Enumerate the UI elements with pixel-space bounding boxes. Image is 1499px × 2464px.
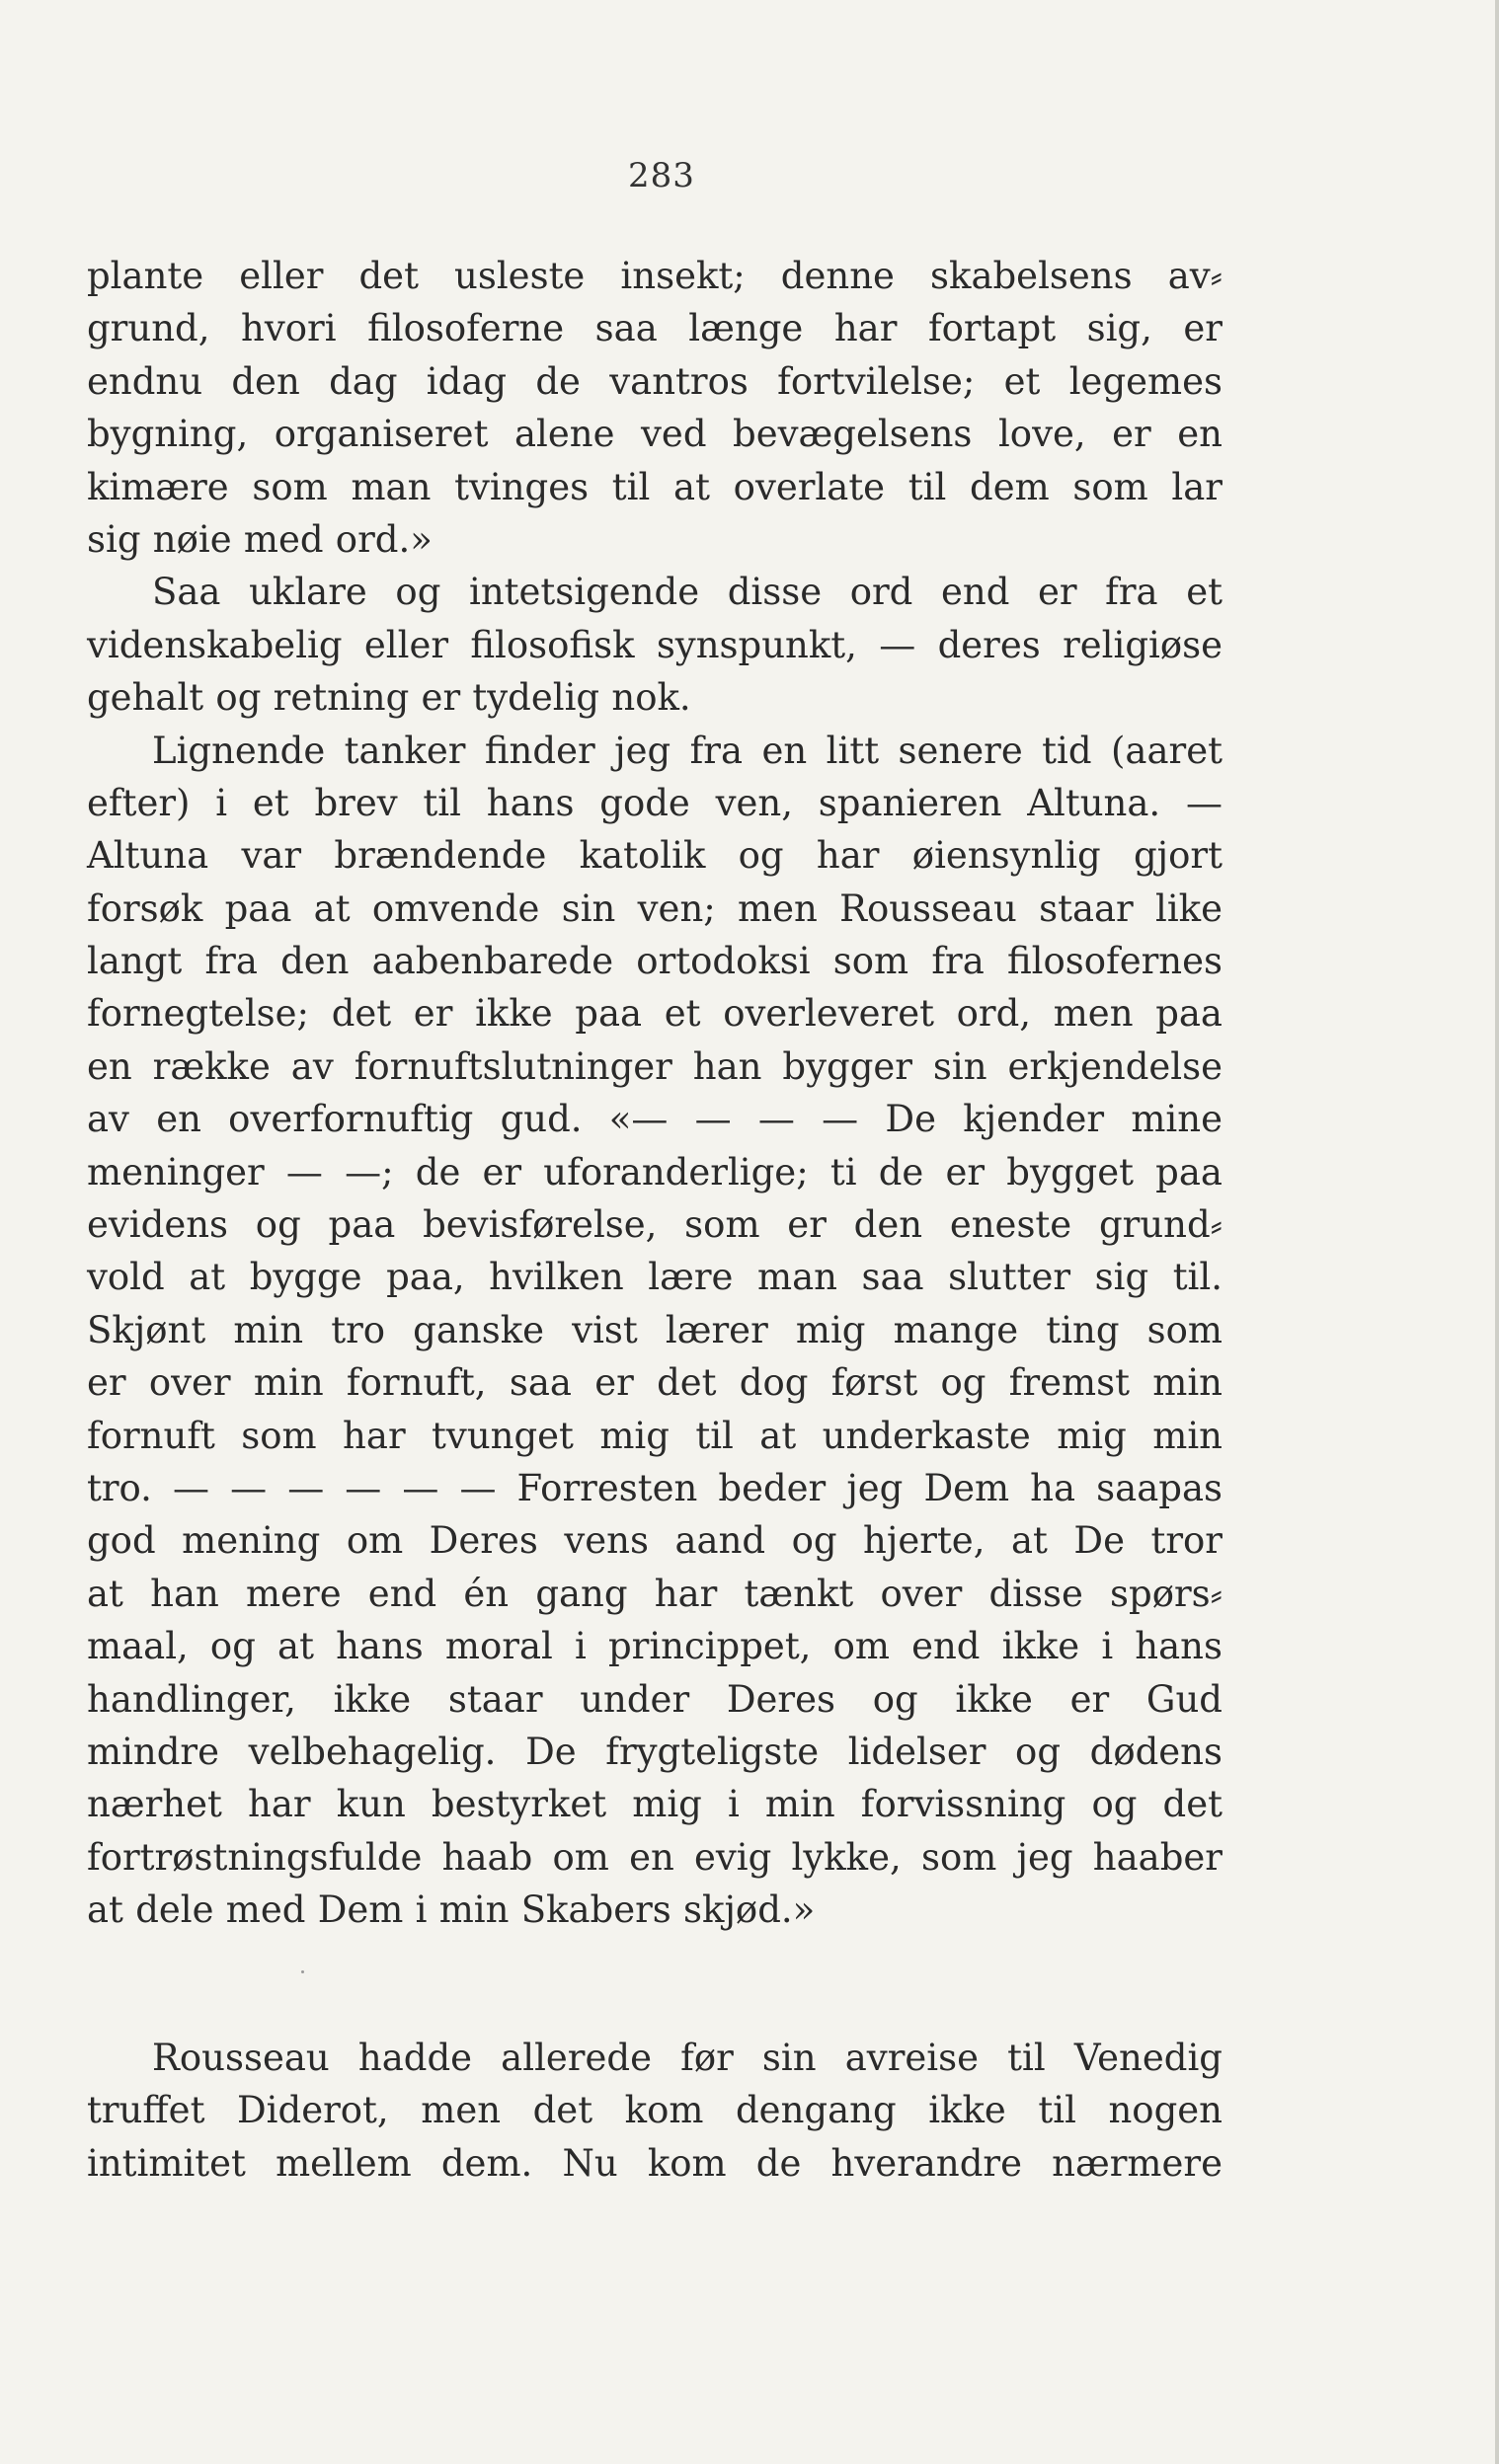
text-line: en række av fornuftslutninger han bygger sin erkjendelse <box>87 1044 1223 1088</box>
text-line: fortrøstningsfulde haab om en evig lykke, som jeg haaber <box>87 1835 1223 1879</box>
text-line: truffet Diderot, men det kom dengang ikke til nogen <box>87 2089 1223 2132</box>
text-line: endnu den dag idag de vantros fortvilelse; et legemes <box>87 359 1223 403</box>
text-line: Altuna var brændende katolik og har øiensynlig gjort <box>87 834 1223 878</box>
page-edge <box>1495 0 1499 2464</box>
text-line: forsøk paa at omvende sin ven; men Rousseau staar like <box>87 886 1223 930</box>
text-line: Skjønt min tro ganske vist lærer mig mange ting som <box>87 1308 1223 1351</box>
text-line: maal, og at hans moral i princippet, om end ikke i hans <box>87 1625 1223 1668</box>
final-paragraph <box>87 2032 1223 2190</box>
text-line: intimitet mellem dem. Nu kom de hverandre nærmere <box>87 2141 1223 2185</box>
text-line: vold at bygge paa, hvilken lære man saa slutter sig til. <box>87 1256 1223 1299</box>
print-speck <box>301 1970 304 1973</box>
text-line: at han mere end én gang har tænkt over disse spørs⸗ <box>87 1572 1223 1615</box>
text-line: efter) i et brev til hans gode ven, spanieren Altuna. — <box>87 781 1223 824</box>
text-line: fornegtelse; det er ikke paa et overleveret ord, men paa <box>87 992 1223 1036</box>
text-line: fornuft som har tvunget mig til at underkaste mig min <box>87 1414 1223 1457</box>
page-number: 283 <box>628 156 695 195</box>
text-line: Rousseau hadde allerede før sin avreise til Venedig <box>152 2037 1223 2079</box>
text-line: at dele med Dem i min Skabers skjød.» <box>87 1888 816 1932</box>
text-line: langt fra den aabenbarede ortodoksi som fra filosofernes <box>87 940 1223 983</box>
main-text-block <box>87 250 1223 1937</box>
text-line: meninger — —; de er uforanderlige; ti de er bygget paa <box>87 1150 1223 1194</box>
text-line: plante eller det usleste insekt; denne skabelsens av⸗ <box>87 255 1223 297</box>
text-line: god mening om Deres vens aand og hjerte, at De tror <box>87 1519 1223 1563</box>
text-line: grund, hvori filosoferne saa længe har fortapt sig, er <box>87 307 1223 350</box>
text-line: Saa uklare og intetsigende disse ord end er fra et <box>152 571 1223 614</box>
text-line: kimære som man tvinges til at overlate til dem som lar <box>87 465 1223 508</box>
text-line: mindre velbehagelig. De frygteligste lidelser og dødens <box>87 1730 1223 1773</box>
text-line: sig nøie med ord.» <box>87 517 433 561</box>
text-line: tro. — — — — — — Forresten beder jeg Dem ha saapas <box>87 1466 1223 1509</box>
text-line: videnskabelig eller filosofisk synspunkt, — deres religiøse <box>87 623 1223 666</box>
text-line: handlinger, ikke staar under Deres og ikke er Gud <box>87 1677 1223 1721</box>
text-line: av en overfornuftig gud. «— — — — De kjender mine <box>87 1098 1223 1141</box>
text-line: nærhet har kun bestyrket mig i min forvissning og det <box>87 1783 1223 1826</box>
text-line: evidens og paa bevisførelse, som er den eneste grund⸗ <box>87 1203 1223 1247</box>
text-line: er over min fornuft, saa er det dog først og fremst min <box>87 1361 1223 1405</box>
text-line: bygning, organiseret alene ved bevægelsens love, er en <box>87 413 1223 456</box>
text-line: Lignende tanker finder jeg fra en litt senere tid (aaret <box>152 729 1223 772</box>
text-line: gehalt og retning er tydelig nok. <box>87 676 691 720</box>
